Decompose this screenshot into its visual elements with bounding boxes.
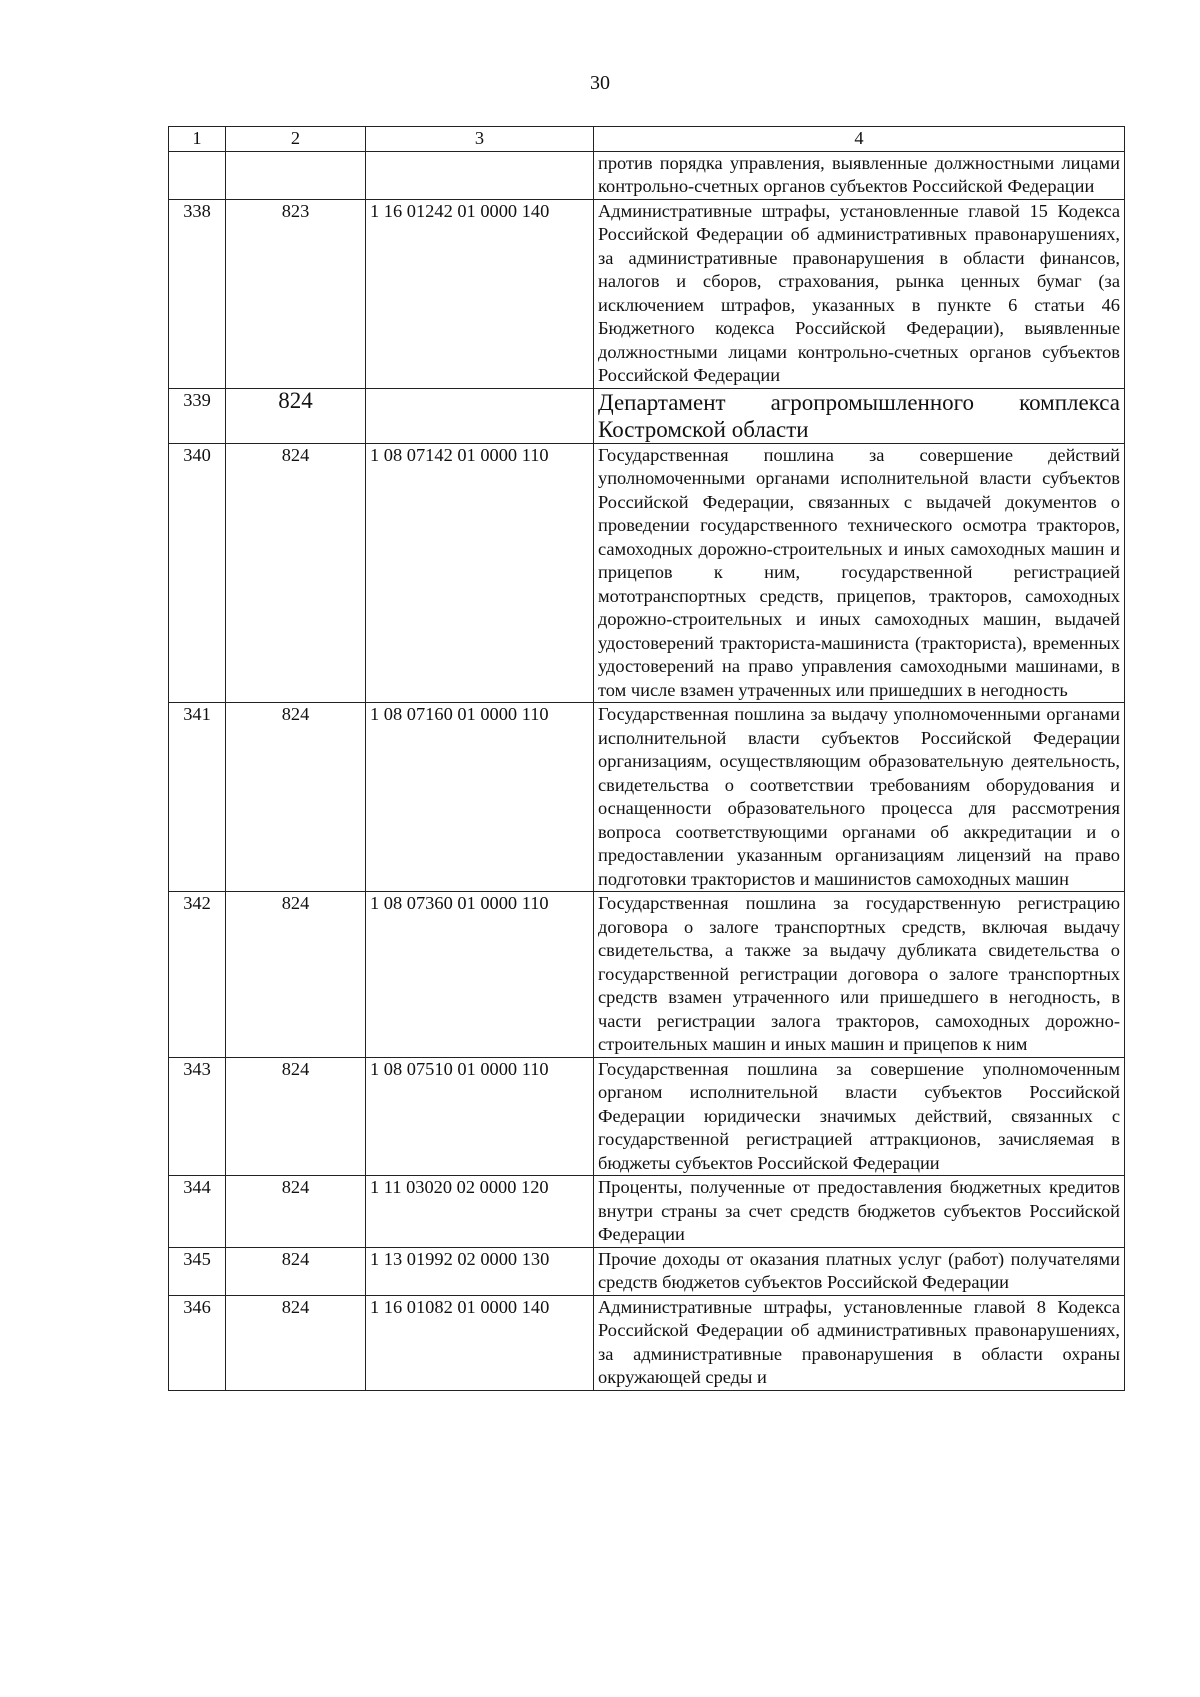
admin-code: 823 <box>226 199 366 388</box>
table-row <box>169 703 1125 892</box>
table-row <box>169 1247 1125 1295</box>
header-col-1: 1 <box>169 127 226 152</box>
revenue-description: Административные штрафы, установленные главой 8 Кодекса Российской Федерации об административных правонарушениях, за административные правонарушения в области охраны окружающей среды и <box>594 1295 1125 1390</box>
row-number: 346 <box>169 1295 226 1390</box>
row-number: 342 <box>169 892 226 1058</box>
table-header-row <box>169 127 1125 152</box>
table-row <box>169 443 1125 703</box>
revenue-description: Государственная пошлина за совершение действий уполномоченными органами исполнительной власти субъектов Российской Федерации, связанных с выдачей документов о проведении государственного технического осмотра тракторов, самоходных дорожно-строительных и иных самоходных машин и прицепов к ним, государственной регистрацией мототранспортных средств, прицепов, тракторов, самоходных дорожно-строительных и иных самоходных машин, выдачей удостоверений тракториста-машиниста (тракториста), временных удостоверений на право управления самоходными машинами, в том числе взамен утраченных или пришедших в негодность <box>594 443 1125 703</box>
table-row <box>169 892 1125 1058</box>
revenue-description: Проценты, полученные от предоставления бюджетных кредитов внутри страны за счет средств бюджетов субъектов Российской Федерации <box>594 1176 1125 1248</box>
admin-code: 824 <box>226 892 366 1058</box>
row-number <box>169 151 226 199</box>
budget-code: 1 08 07160 01 0000 110 <box>366 703 594 892</box>
admin-code: 824 <box>226 1247 366 1295</box>
budget-code <box>366 388 594 443</box>
revenue-description: Государственная пошлина за государственную регистрацию договора о залоге транспортных средств, включая выдачу свидетельства, а также за выдачу дубликата свидетельства о государственной регистрации договора о залоге транспортных средств взамен утраченного или пришедшего в негодность, в части регистрации залога тракторов, самоходных дорожно-строительных машин и иных машин и прицепов к ним <box>594 892 1125 1058</box>
admin-code: 824 <box>226 703 366 892</box>
budget-code <box>366 151 594 199</box>
row-number: 343 <box>169 1057 226 1176</box>
admin-code: 824 <box>226 443 366 703</box>
table-row <box>169 1295 1125 1390</box>
revenue-description: Государственная пошлина за совершение уполномоченным органом исполнительной власти субъектов Российской Федерации юридически значимых действий, связанных с государственной регистрацией аттракционов, зачисляемая в бюджеты субъектов Российской Федерации <box>594 1057 1125 1176</box>
admin-code: 824 <box>226 388 366 443</box>
department-name: Департамент агропромышленного комплекса Костромской области <box>594 388 1125 443</box>
revenue-codes-table <box>168 126 1125 1391</box>
row-number: 341 <box>169 703 226 892</box>
table-row <box>169 199 1125 388</box>
row-number: 340 <box>169 443 226 703</box>
row-number: 345 <box>169 1247 226 1295</box>
row-number: 344 <box>169 1176 226 1248</box>
revenue-description: Административные штрафы, установленные главой 15 Кодекса Российской Федерации об административных правонарушениях, за административные правонарушения в области финансов, налогов и сборов, страхования, рынка ценных бумаг (за исключением штрафов, указанных в пункте 6 статьи 46 Бюджетного кодекса Российской Федерации), выявленные должностными лицами контрольно-счетных органов субъектов Российской Федерации <box>594 199 1125 388</box>
budget-code: 1 08 07510 01 0000 110 <box>366 1057 594 1176</box>
revenue-description: Прочие доходы от оказания платных услуг (работ) получателями средств бюджетов субъектов Российской Федерации <box>594 1247 1125 1295</box>
budget-code: 1 16 01082 01 0000 140 <box>366 1295 594 1390</box>
budget-code: 1 11 03020 02 0000 120 <box>366 1176 594 1248</box>
header-col-3: 3 <box>366 127 594 152</box>
row-number: 339 <box>169 388 226 443</box>
budget-code: 1 08 07360 01 0000 110 <box>366 892 594 1058</box>
table-row <box>169 151 1125 199</box>
budget-code: 1 08 07142 01 0000 110 <box>366 443 594 703</box>
admin-code: 824 <box>226 1176 366 1248</box>
header-col-2: 2 <box>226 127 366 152</box>
table-row <box>169 388 1125 443</box>
table-row <box>169 1176 1125 1248</box>
page-number: 30 <box>590 72 610 94</box>
revenue-description: против порядка управления, выявленные должностными лицами контрольно-счетных органов субъектов Российской Федерации <box>594 151 1125 199</box>
revenue-description: Государственная пошлина за выдачу уполномоченными органами исполнительной власти субъектов Российской Федерации организациям, осуществляющим образовательную деятельность, свидетельства о соответствии требованиям оборудования и оснащенности образовательного процесса для рассмотрения вопроса соответствующими органами об аккредитации и о предоставлении указанным организациям лицензий на право подготовки трактористов и машинистов самоходных машин <box>594 703 1125 892</box>
header-col-4: 4 <box>594 127 1125 152</box>
admin-code <box>226 151 366 199</box>
budget-code: 1 16 01242 01 0000 140 <box>366 199 594 388</box>
table-row <box>169 1057 1125 1176</box>
budget-code: 1 13 01992 02 0000 130 <box>366 1247 594 1295</box>
admin-code: 824 <box>226 1057 366 1176</box>
row-number: 338 <box>169 199 226 388</box>
admin-code: 824 <box>226 1295 366 1390</box>
